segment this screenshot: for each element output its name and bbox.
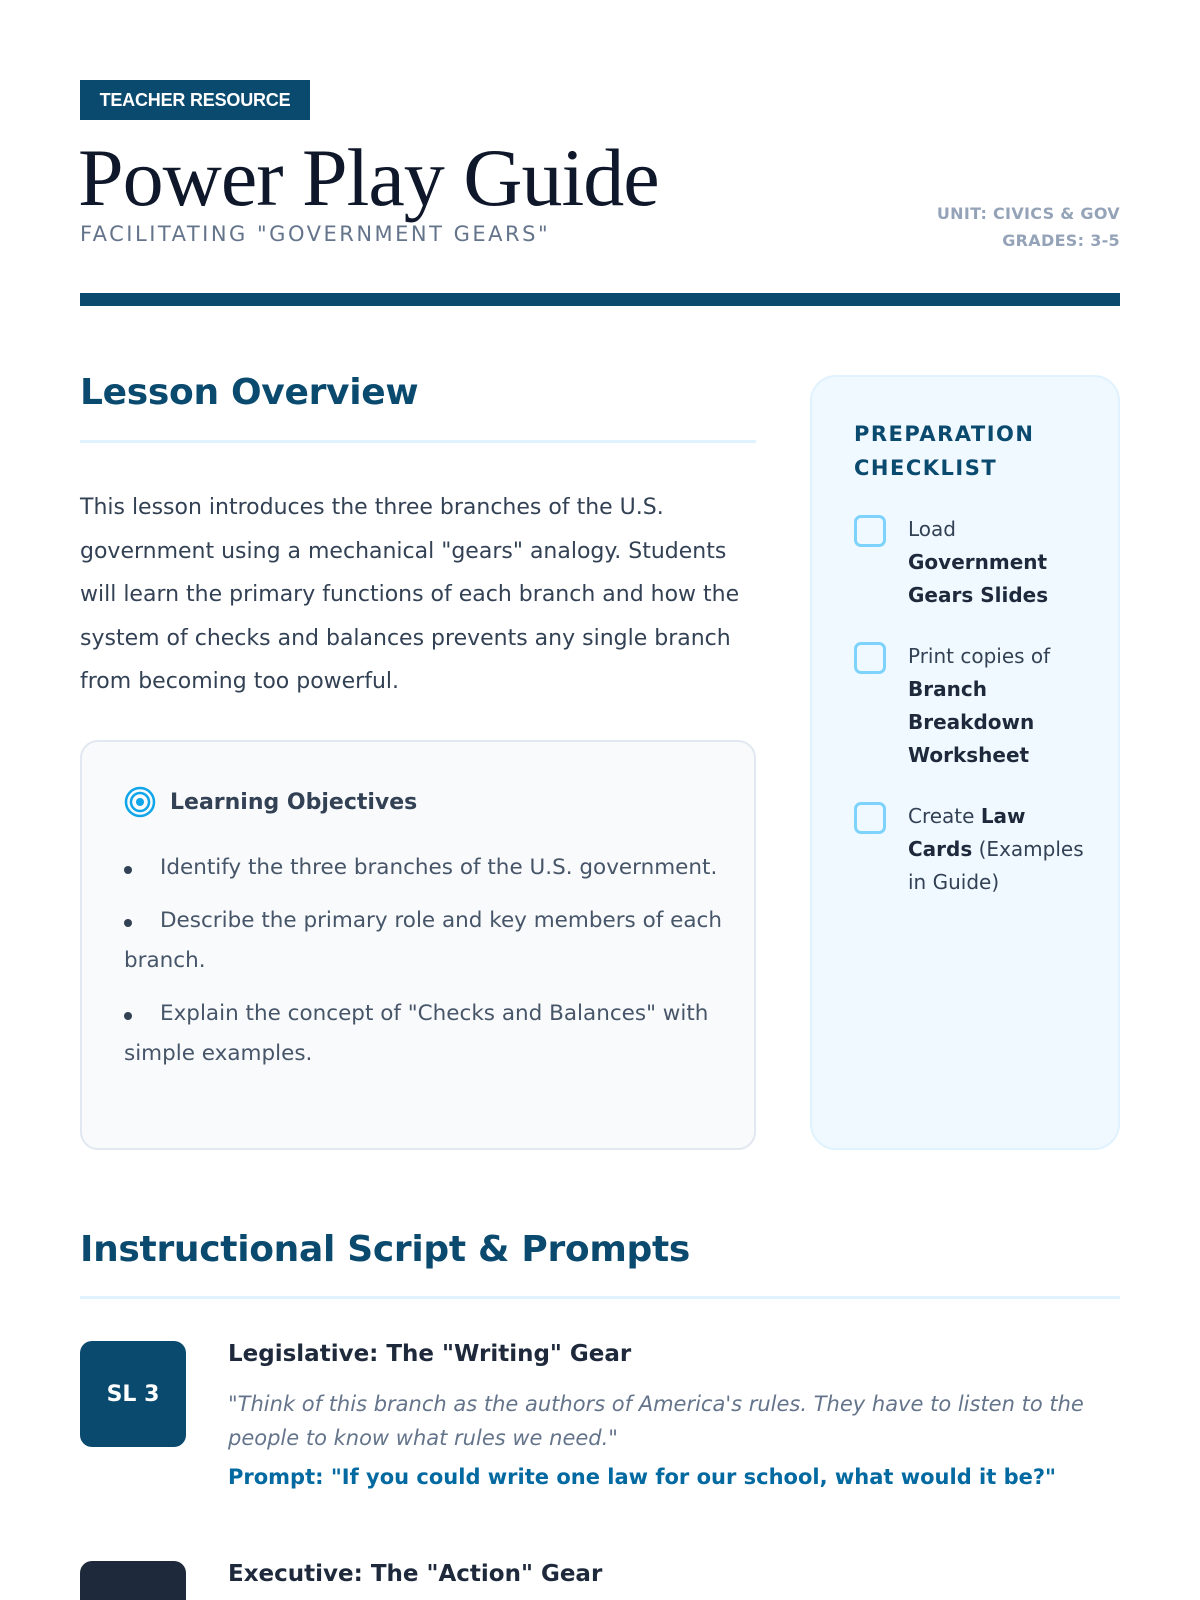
checklist-title: PREPARATION CHECKLIST [854, 422, 1035, 480]
step-title: Legislative: The "Writing" Gear [228, 1341, 632, 1367]
checklist-item-text [908, 513, 1084, 612]
bullet-icon [124, 1012, 132, 1020]
step-prompt: Prompt: "If you could write one law for our school, what would it be?" [228, 1465, 1056, 1489]
checklist-item-prefix: Load [908, 517, 956, 541]
overview-heading-divider [80, 440, 756, 443]
list-item [124, 994, 724, 1074]
page-subtitle: FACILITATING "GOVERNMENT GEARS" [80, 222, 551, 246]
teacher-resource-badge: TEACHER RESOURCE [80, 80, 310, 120]
slide-number-badge [80, 1561, 186, 1600]
checklist-item-text [908, 640, 1084, 772]
grades-label: GRADES: 3-5 [1002, 231, 1120, 250]
checklist-item-text [908, 800, 1084, 899]
slide-number-badge: SL 3 [80, 1341, 186, 1447]
step-script-quote: "Think of this branch as the authors of America's rules. They have to listen to the people to know what rules we need." [228, 1392, 1084, 1450]
script-heading-divider [80, 1296, 1120, 1299]
checklist-item-bold: Branch Breakdown Worksheet [908, 677, 1035, 767]
page-title: Power Play Guide [78, 132, 659, 223]
objective-text: Explain the concept of "Checks and Balances" with simple examples. [124, 1001, 709, 1066]
checklist-item-prefix: Create [908, 804, 981, 828]
checklist-checkbox[interactable] [854, 802, 886, 834]
unit-label: UNIT: CIVICS & GOV [936, 204, 1120, 223]
preparation-checklist [810, 375, 1120, 1150]
objective-text: Identify the three branches of the U.S. government. [160, 855, 718, 880]
objectives-list [124, 848, 724, 1087]
bullet-icon [124, 919, 132, 927]
instructional-script-heading: Instructional Script & Prompts [80, 1229, 691, 1270]
target-icon [124, 786, 156, 818]
checklist-item-suffix: (Examples in Guide) [908, 837, 1084, 894]
bullet-icon [124, 866, 132, 874]
checklist-item-bold: Government Gears Slides [908, 550, 1049, 607]
list-item [124, 848, 724, 888]
checklist-item-bold: Law Cards [908, 804, 1026, 861]
overview-paragraph: This lesson introduces the three branches of the U.S. government using a mechanical "gears" analogy. Students will learn the primary functions of each branch and how the system of checks and balances prevents any single branch from becoming too powerful. [80, 495, 740, 694]
unit-meta [937, 200, 1120, 254]
step-title: Executive: The "Action" Gear [228, 1561, 603, 1587]
objective-text: Describe the primary role and key members of each branch. [124, 908, 723, 973]
objectives-header [124, 786, 417, 818]
script-step [80, 1341, 1120, 1501]
checklist-checkbox[interactable] [854, 642, 886, 674]
script-step [80, 1561, 1120, 1600]
header-divider [80, 293, 1120, 306]
lesson-overview-heading: Lesson Overview [80, 372, 419, 413]
checklist-checkbox[interactable] [854, 515, 886, 547]
learning-objectives-card [80, 740, 756, 1150]
checklist-item-prefix: Print copies of [908, 644, 1051, 668]
objectives-title: Learning Objectives [170, 789, 418, 815]
list-item [124, 901, 724, 981]
